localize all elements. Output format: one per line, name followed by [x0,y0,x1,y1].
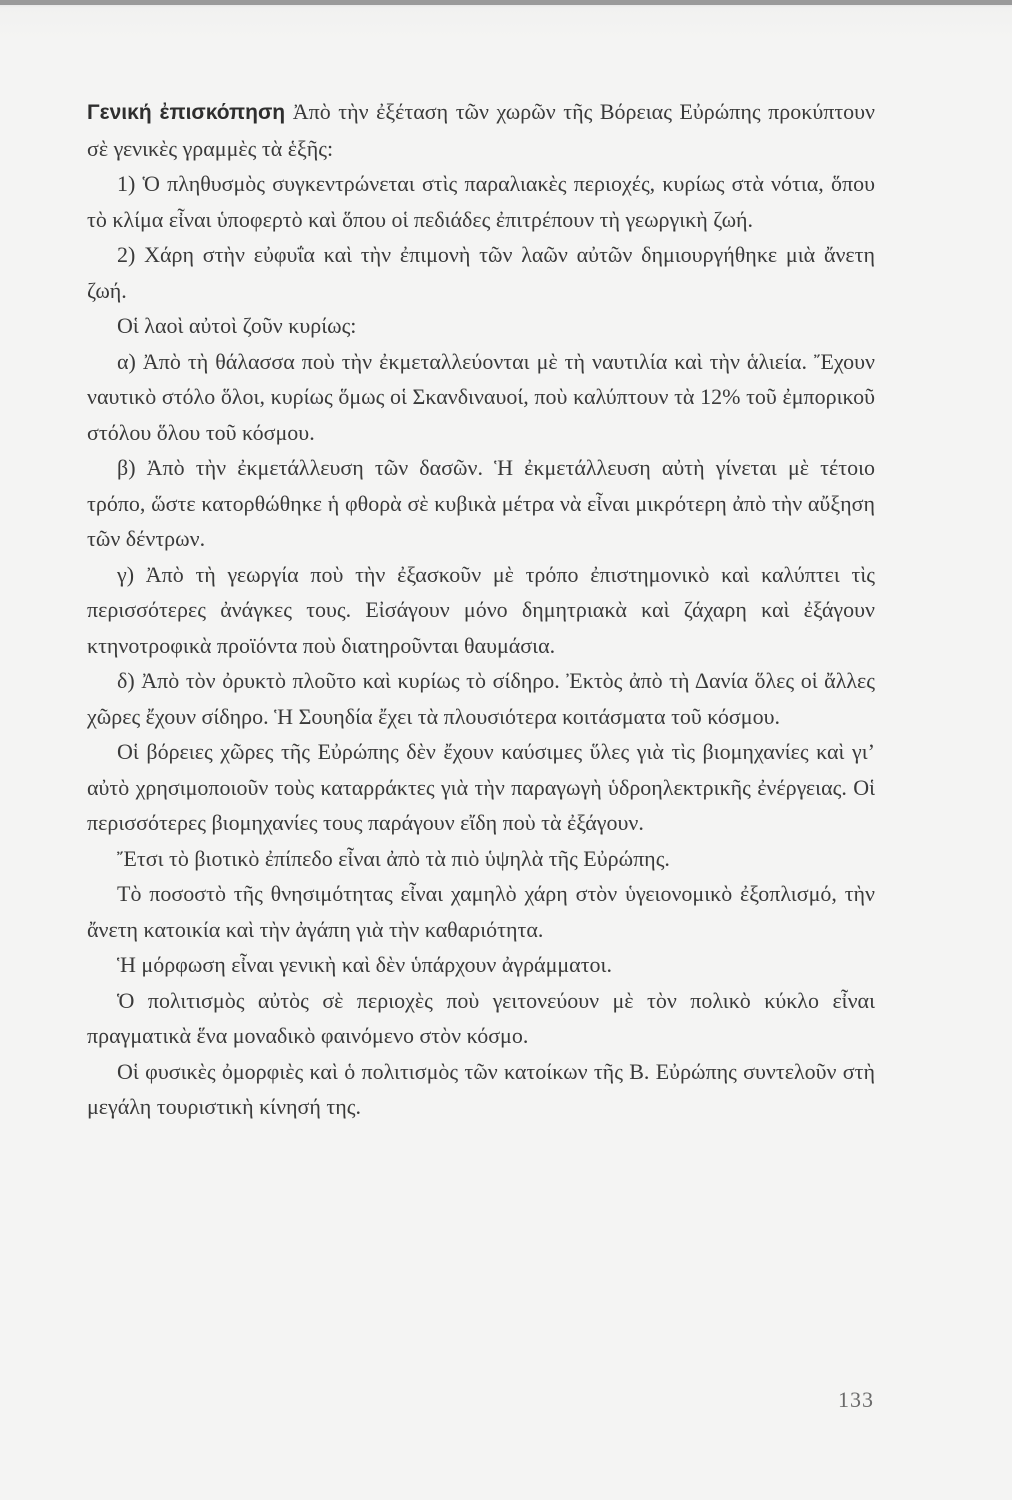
section-heading: Γενική ἐπισκόπηση [87,101,286,124]
mortality-paragraph: Τὸ ποσοστὸ τῆς θνησιμότητας εἶναι χαμηλὸ χάρη στὸν ὑγειονομικὸ ἐξοπλισμό, τὴν ἄνετη κατοικία καὶ τὴν ἀγάπη γιὰ τὴν καθαριότητα. [87,881,875,942]
tourism-paragraph: Οἱ φυσικὲς ὀμορφιὲς καὶ ὁ πολιτισμὸς τῶν κατοίκων τῆς Β. Εὐρώπης συντελοῦν στὴ μεγάλη τουριστικὴ κίνησή της. [87,1058,875,1119]
body-text [87,94,875,1125]
point-2: 2) Χάρη στὴν εὐφυΐα καὶ τὴν ἐπιμονὴ τῶν λαῶν αὐτῶν δημιουργήθηκε μιὰ ἄνετη ζωή. [87,242,875,303]
item-d-minerals: δ) Ἀπὸ τὸν ὀρυκτὸ πλοῦτο καὶ κυρίως τὸ σίδηρο. Ἐκτὸς ἀπὸ τὴ Δανία ὅλες οἱ ἄλλες χῶρες ἔχουν σίδηρο. Ἡ Σουηδία ἔχει τὰ πλουσιότερα κοιτάσματα τοῦ κόσμου. [87,668,875,729]
education-paragraph: Ἡ μόρφωση εἶναι γενικὴ καὶ δὲν ὑπάρχουν ἀγράμματοι. [117,952,612,977]
living-standard-paragraph: Ἔτσι τὸ βιοτικὸ ἐπίπεδο εἶναι ἀπὸ τὰ πιὸ ὑψηλὰ τῆς Εὐρώπης. [117,845,670,871]
page-number: 133 [838,1387,874,1412]
intro-text: Ἀπὸ τὴν ἐξέταση τῶν χωρῶν τῆς Βόρειας Εὐρώπης προκύπτουν σὲ γενικὲς γραμμὲς τὰ ἑξῆς: [87,99,876,161]
industry-paragraph: Οἱ βόρειες χῶρες τῆς Εὐρώπης δὲν ἔχουν καύσιμες ὕλες γιὰ τὶς βιομηχανίες καὶ γι’ αὐτὸ χρησιμοποιοῦν τοὺς καταρράκτες γιὰ τὴν παραγωγὴ ὑδροηλεκτρικῆς ἐνέργειας. Οἱ περισσότερες βιομηχανίες τους παράγουν εἴδη ποὺ τὰ ἐξάγουν. [87,739,875,835]
intro-paragraph [87,94,875,166]
livelihood-intro: Οἱ λαοὶ αὐτοὶ ζοῦν κυρίως: [117,313,357,338]
civilization-paragraph: Ὁ πολιτισμὸς αὐτὸς σὲ περιοχὲς ποὺ γειτονεύουν μὲ τὸν πολικὸ κύκλο εἶναι πραγματικὰ ἕνα μοναδικὸ φαινόμενο στὸν κόσμο. [87,987,875,1048]
item-b-forests: β) Ἀπὸ τὴν ἐκμετάλλευση τῶν δασῶν. Ἡ ἐκμετάλλευση αὐτὴ γίνεται μὲ τέτοιο τρόπο, ὥστε κατορθώθηκε ἡ φθορὰ σὲ κυβικὰ μέτρα νὰ εἶναι μικρότερη ἀπὸ τὴν αὔξηση τῶν δέντρων. [87,455,875,551]
page-top-edge [0,0,1012,5]
item-c-agriculture: γ) Ἀπὸ τὴ γεωργία ποὺ τὴν ἐξασκοῦν μὲ τρόπο ἐπιστημονικὸ καὶ καλύπτει τὶς περισσότερες ἀνάγκες τους. Εἰσάγουν μόνο δημητριακὰ καὶ ζάχαρη καὶ ἐξάγουν κτηνοτροφικὰ προϊόντα ποὺ διατηροῦνται θαυμάσια. [87,561,875,658]
point-1: 1) Ὁ πληθυσμὸς συγκεντρώνεται στὶς παραλιακὲς περιοχές, κυρίως στὰ νότια, ὅπου τὸ κλίμα εἶναι ὑποφερτὸ καὶ ὅπου οἱ πεδιάδες ἐπιτρέπουν τὴ γεωργικὴ ζωή. [87,171,875,232]
item-a-sea: α) Ἀπὸ τὴ θάλασσα ποὺ τὴν ἐκμεταλλεύονται μὲ τὴ ναυτιλία καὶ τὴν ἁλιεία. Ἔχουν ναυτικὸ στόλο ὅλοι, κυρίως ὅμως οἱ Σκανδιναυοί, ποὺ καλύπτουν τὰ 12% τοῦ ἐμπορικοῦ στόλου ὅλου τοῦ κόσμου. [87,348,875,445]
